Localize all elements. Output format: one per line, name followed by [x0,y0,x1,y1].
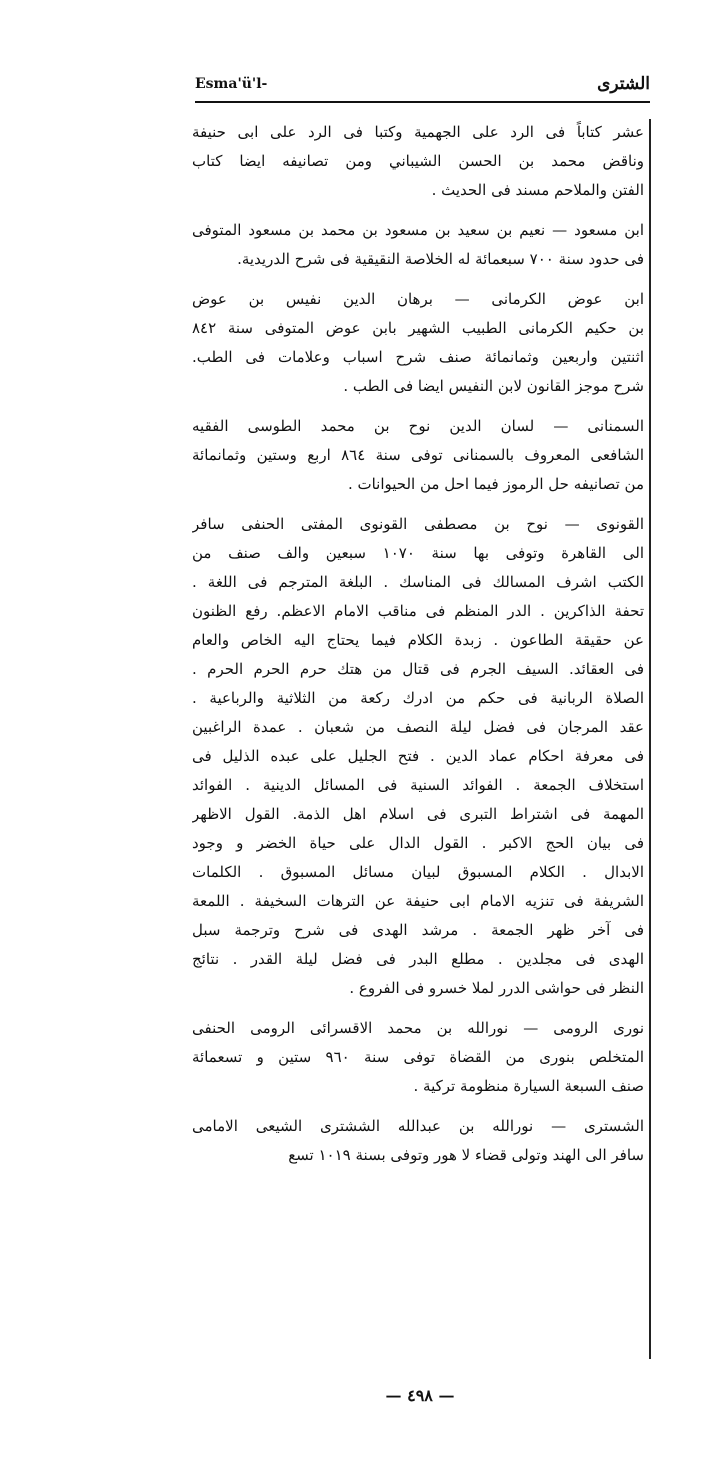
text-line: صنف السبعة السيارة منظومة تركية . [413,1077,644,1095]
text-line: الكتب اشرف المسالك فى المناسك . البلغة المترجم فى اللغة . [192,573,644,591]
text-line: الابدال . الكلام المسبوق لبيان مسائل المسبوق . الكلمات [192,863,644,881]
paragraph [192,412,644,499]
text-line: النظر فى حواشى الدرر لملا خسرو فى الفروع . [349,979,644,997]
text-line: ابن مسعود — نعيم بن سعيد بن مسعود بن محمد بن مسعود المتوفى [192,221,644,239]
running-header [195,74,650,96]
text-line: الشافعى المعروف بالسمنانى توفى سنة ٨٦٤ اربع وستين وثمانمائة [192,446,644,464]
text-line: القونوى — نوح بن مصطفى القونوى المفتى الحنفى سافر [192,515,644,533]
text-line: بن حكيم الكرمانى الطبيب الشهير بابن عوض المتوفى سنة ٨٤٢ [192,319,644,337]
margin-rule [649,119,651,1359]
text-line: عشر كتاباً فى الرد على الجهمية وكتبا فى الرد على ابى حنيفة [192,123,644,141]
text-line: الى القاهرة وتوفى بها سنة ١٠٧٠ سبعين والف صنف من [192,544,644,562]
paragraph [192,118,644,205]
text-line: الشريفة فى تنزيه الامام ابى حنيفة عن الترهات السخيفة . اللمعة [192,892,644,910]
text-line: فى العقائد. السيف الجرم فى قتال من هتك حرم الحرم الحرم . [192,660,644,678]
paragraph [192,510,644,1003]
text-line: الشسترى — نورالله بن عبدالله الششترى الشيعى الامامى [192,1117,644,1135]
text-line: اثنتين واربعين وثمانمائة صنف شرح اسباب وعلامات فى الطب. [192,348,644,366]
text-line: تحفة الذاكرين . الدر المنظم فى مناقب الامام الاعظم. رفع الظنون [192,602,644,620]
paragraph [192,1014,644,1101]
page-number: — ٤٩٨ — [385,1386,455,1405]
text-line: الفتن والملاحم مسند فى الحديث . [431,181,644,199]
text-line: الصلاة الربانية فى حكم من ادرك ركعة من الثلاثية والرباعية . [192,689,644,707]
text-line: نورى الرومى — نورالله بن محمد الاقسرائى الرومى الحنفى [192,1019,644,1037]
text-line: شرح موجز القانون لابن النفيس ايضا فى الطب . [343,377,644,395]
text-line: ابن عوض الكرمانى — برهان الدين نفيس بن عوض [192,290,644,308]
header-rule [195,101,650,103]
text-line: فى معرفة احكام عماد الدين . فتح الجليل على عبده الذليل فى [192,747,644,765]
text-line: فى بيان الحج الاكبر . القول الدال على حياة الخضر و وجود [192,834,644,852]
paragraph [192,1112,644,1170]
text-line: سافر الى الهند وتولى قضاء لا هور وتوفى بسنة ١٠١٩ تسع [288,1146,644,1164]
paragraph [192,216,644,274]
text-line: المتخلص بنورى من القضاة توفى سنة ٩٦٠ ستين و تسعمائة [192,1048,644,1066]
text-line: استخلاف الجمعة . الفوائد السنية فى المسائل الدينية . الفوائد [192,776,644,794]
text-line: عن حقيقة الطاعون . زبدة الكلام فيما يحتاج اليه الخاص والعام [192,631,644,649]
text-line: الهدى فى مجلدين . مطلع البدر فى فضل ليلة القدر . نتائج [192,950,644,968]
text-line: عقد المرجان فى فضل ليلة النصف من شعبان . عمدة الراغبين [192,718,644,736]
body-text [192,118,644,1181]
header-left-text: Esma'ü'l- [195,76,268,92]
text-line: السمنانى — لسان الدين نوح بن محمد الطوسى الفقيه [192,417,644,435]
text-line: وناقض محمد بن الحسن الشيباني ومن تصانيفه ايضا كتاب [192,152,644,170]
header-right-text: الشترى [597,74,650,94]
text-line: فى حدود سنة ٧٠٠ سبعمائة له الخلاصة النقيقية فى شرح الدريدية. [237,250,644,268]
text-line: فى آخر ظهر الجمعة . مرشد الهدى فى شرح وترجمة سبل [192,921,644,939]
paragraph [192,285,644,401]
text-line: من تصانيفه حل الرموز فيما احل من الحيوانات . [347,475,644,493]
text-line: المهمة فى اشتراط التبرى فى اسلام اهل الذمة. القول الاظهر [192,805,644,823]
